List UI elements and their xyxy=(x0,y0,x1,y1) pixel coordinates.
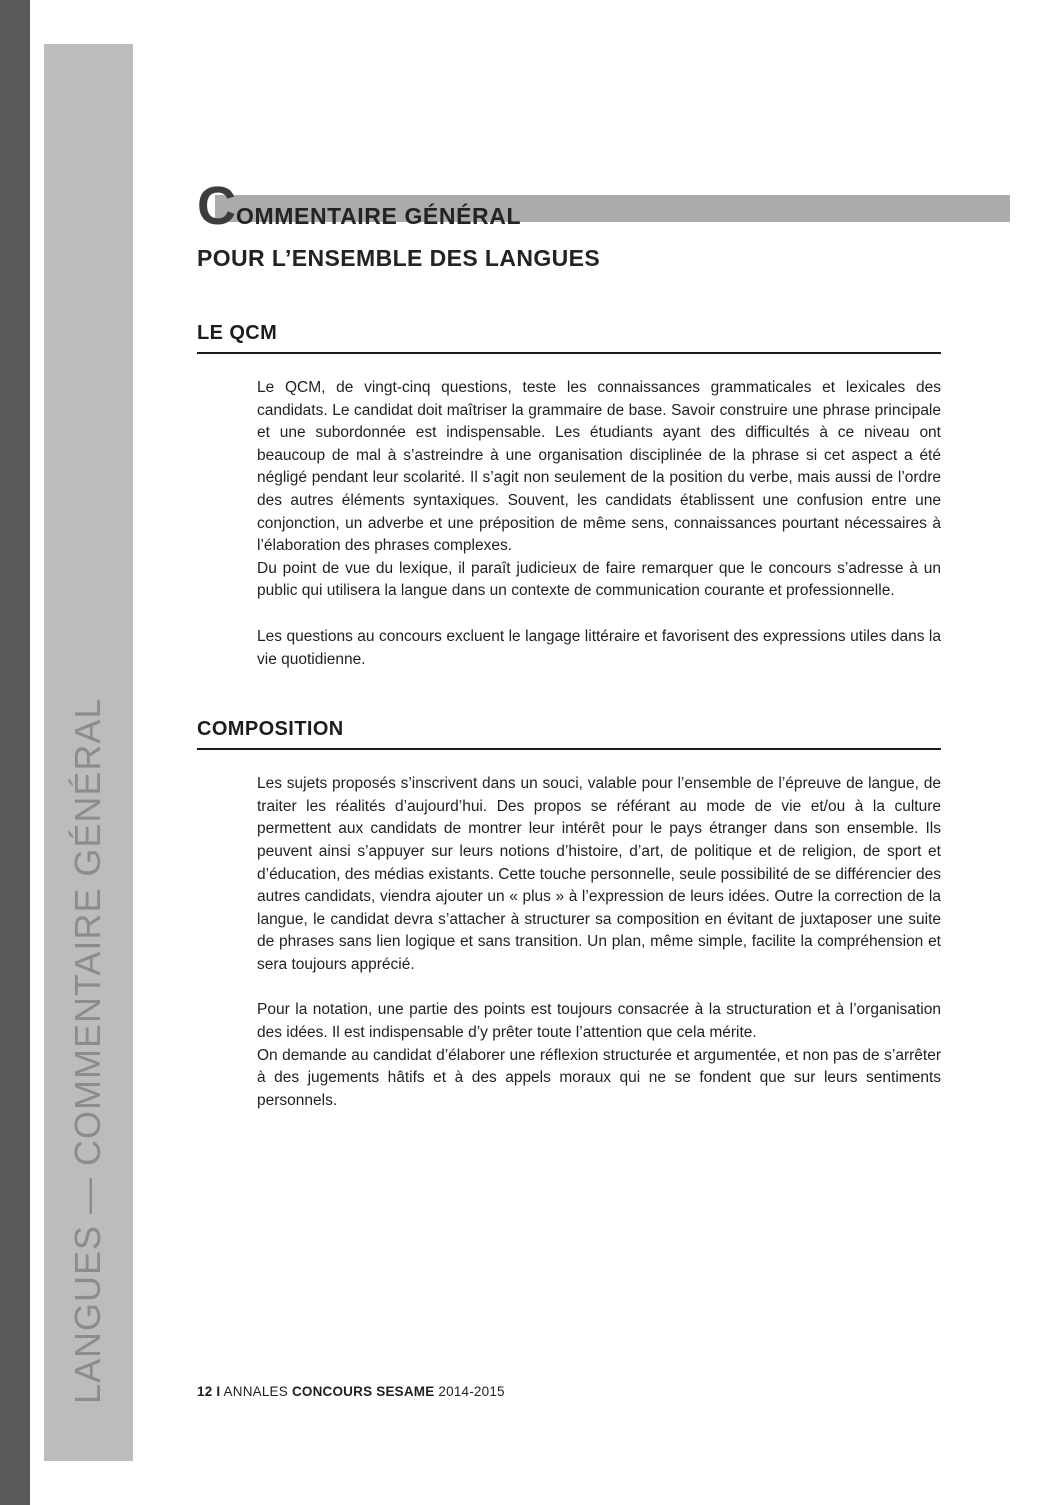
footer-series-label: ANNALES xyxy=(223,1384,288,1399)
footer-separator: I xyxy=(216,1384,221,1399)
title-initial-letter: C xyxy=(197,176,236,236)
section-composition xyxy=(197,718,941,1112)
sidebar-vertical-label: LANGUES — COMMENTAIRE GÉNÉRAL xyxy=(67,697,108,1404)
page-edge-strip xyxy=(0,0,30,1505)
title-block xyxy=(197,176,941,272)
title-text: OMMENTAIRE GÉNÉRAL xyxy=(236,203,522,229)
footer-page-number: 12 xyxy=(197,1384,213,1399)
paragraph: Les questions au concours excluent le langage littéraire et favorisent des expressions utiles dans la vie quotidienne. xyxy=(257,627,941,668)
footer-years: 2014-2015 xyxy=(438,1384,505,1399)
paragraph: Les sujets proposés s’inscrivent dans un souci, valable pour l’ensemble de l’épreuve de langue, de traiter les réalités d’aujourd’hui. Des propos se référant au mode de vie et/ou à la culture permettent aux candidats de montrer leur intérêt pour le pays étranger dans son ensemble. Ils peuvent ainsi s’appuyer sur leurs notions d’histoire, d’art, de politique et de religion, de sport et d’éducation, des médias existants. Cette touche personnelle, seule possibilité de se différencier des autres candidats, viendra ajouter un « plus » à l’expression de leurs idées. Outre la correction de la langue, le candidat devra s’attacher à structurer sa composition en évitant de juxtaposer une suite de phrases sans lien logique et sans transition. Un plan, même simple, facilite la compréhension et sera toujours apprécié. xyxy=(257,775,941,973)
paragraph: On demande au candidat d’élaborer une réflexion structurée et argumentée, et non pas de s’arrêter à des jugements hâtifs et à des appels moraux qui ne se fondent que sur leurs sentiments personnels. xyxy=(257,1046,941,1109)
main-content xyxy=(197,176,941,1112)
page-title xyxy=(197,176,941,245)
section-le-qcm xyxy=(197,322,941,671)
paragraph: Pour la notation, une partie des points est toujours consacrée à la structuration et à l’organisation des idées. Il est indispensable d’y prêter toute l’attention que cela mérite. xyxy=(257,1001,941,1042)
page-footer xyxy=(197,1384,505,1399)
page-subtitle: POUR L’ENSEMBLE DES LANGUES xyxy=(197,245,601,271)
section-heading-composition: COMPOSITION xyxy=(197,718,941,750)
section-heading-le-qcm: LE QCM xyxy=(197,322,941,354)
footer-brand-label: CONCOURS SESAME xyxy=(291,1384,435,1399)
paragraph: Le QCM, de vingt-cinq questions, teste les connaissances grammaticales et lexicales des candidats. Le candidat doit maîtriser la grammaire de base. Savoir construire une phrase principale et une subordonnée est indispensable. Les étudiants ayant des difficultés à ce niveau ont beaucoup de mal à s’astreindre à une organisation disciplinée de la phrase si cet aspect a été négligé pendant leur scolarité. Il s’agit non seulement de la position du verbe, mais aussi de l’ordre des autres éléments syntaxiques. Souvent, les candidats établissent une confusion entre une conjonction, un adverbe et une préposition de même sens, connaissances pourtant nécessaires à l’élaboration des phrases complexes. xyxy=(257,379,941,555)
paragraph: Du point de vue du lexique, il paraît judicieux de faire remarquer que le concours s’adresse à un public qui utilisera la langue dans un contexte de communication courante et professionnelle. xyxy=(257,559,941,600)
